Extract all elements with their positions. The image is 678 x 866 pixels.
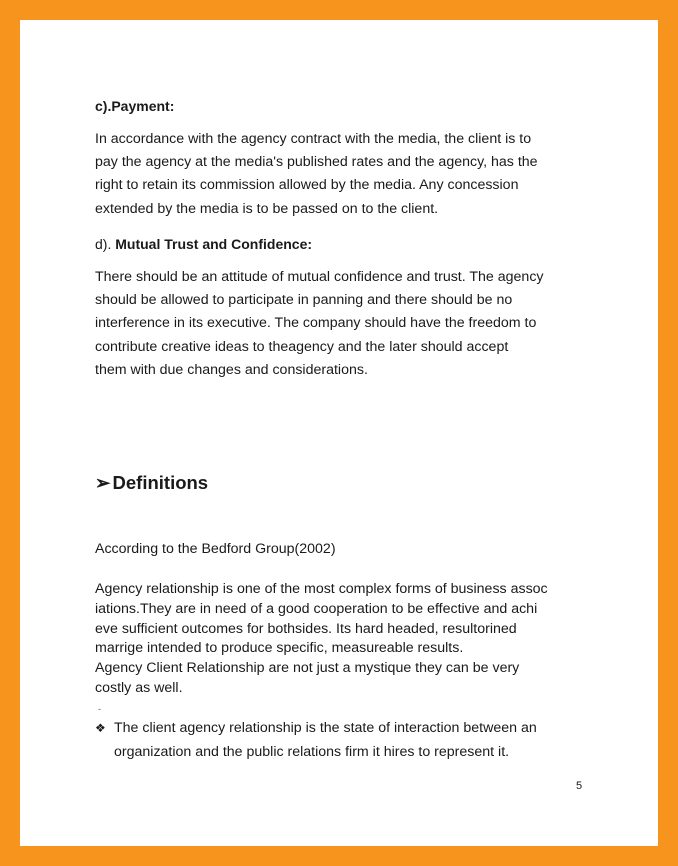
definition-line: iations.They are in need of a good cooperation to be effective and achi [95,600,538,617]
arrow-bullet-icon: ➢ [95,472,111,493]
payment-line: In accordance with the agency contract with the media, the client is to [95,131,532,147]
definitions-heading [95,472,208,494]
payment-line: right to retain its commission allowed by the media. Any concession [95,177,519,194]
stray-mark: - [98,704,101,714]
document-page [20,20,658,846]
page-number: 5 [576,780,583,792]
definitions-title: Definitions [112,472,209,493]
definitions-paragraph [95,580,548,699]
trust-line: interference in its executive. The company should have the freedom to [95,315,537,332]
trust-heading-prefix: d). [95,236,116,252]
definition-line: costly as well. [95,679,183,696]
trust-paragraph [95,266,595,382]
payment-heading: c).Payment: [95,98,175,114]
trust-line: them with due changes and considerations. [95,361,368,378]
bullet-point [95,717,537,764]
definitions-source [95,540,336,560]
trust-heading [95,236,312,252]
trust-line: should be allowed to participate in panning and there should be no [95,292,513,309]
bullet-line-1 [95,717,537,741]
definition-line: marrige intended to produce specific, measureable results. [95,640,464,657]
trust-heading-title: Mutual Trust and Confidence: [115,236,313,252]
payment-line: pay the agency at the media's published rates and the agency, has the [95,154,538,171]
definition-line: eve sufficient outcomes for bothsides. Its hard headed, resultorined [95,620,517,637]
payment-paragraph [95,128,595,221]
bullet-text-1: The client agency relationship is the state of interaction between an [114,720,537,736]
trust-line: contribute creative ideas to theagency and the later should accept [95,338,509,355]
definition-line: Agency relationship is one of the most complex forms of business assoc [95,581,548,597]
source-line: According to the Bedford Group(2002) [95,541,336,557]
definition-line: Agency Client Relationship are not just a mystique they can be very [95,660,520,677]
diamond-bullet-icon: ❖ [95,721,106,735]
trust-line: There should be an attitude of mutual confidence and trust. The agency [95,269,544,285]
payment-line: extended by the media is to be passed on to the client. [95,200,439,217]
bullet-line-2: organization and the public relations firm it hires to represent it. [114,743,510,760]
